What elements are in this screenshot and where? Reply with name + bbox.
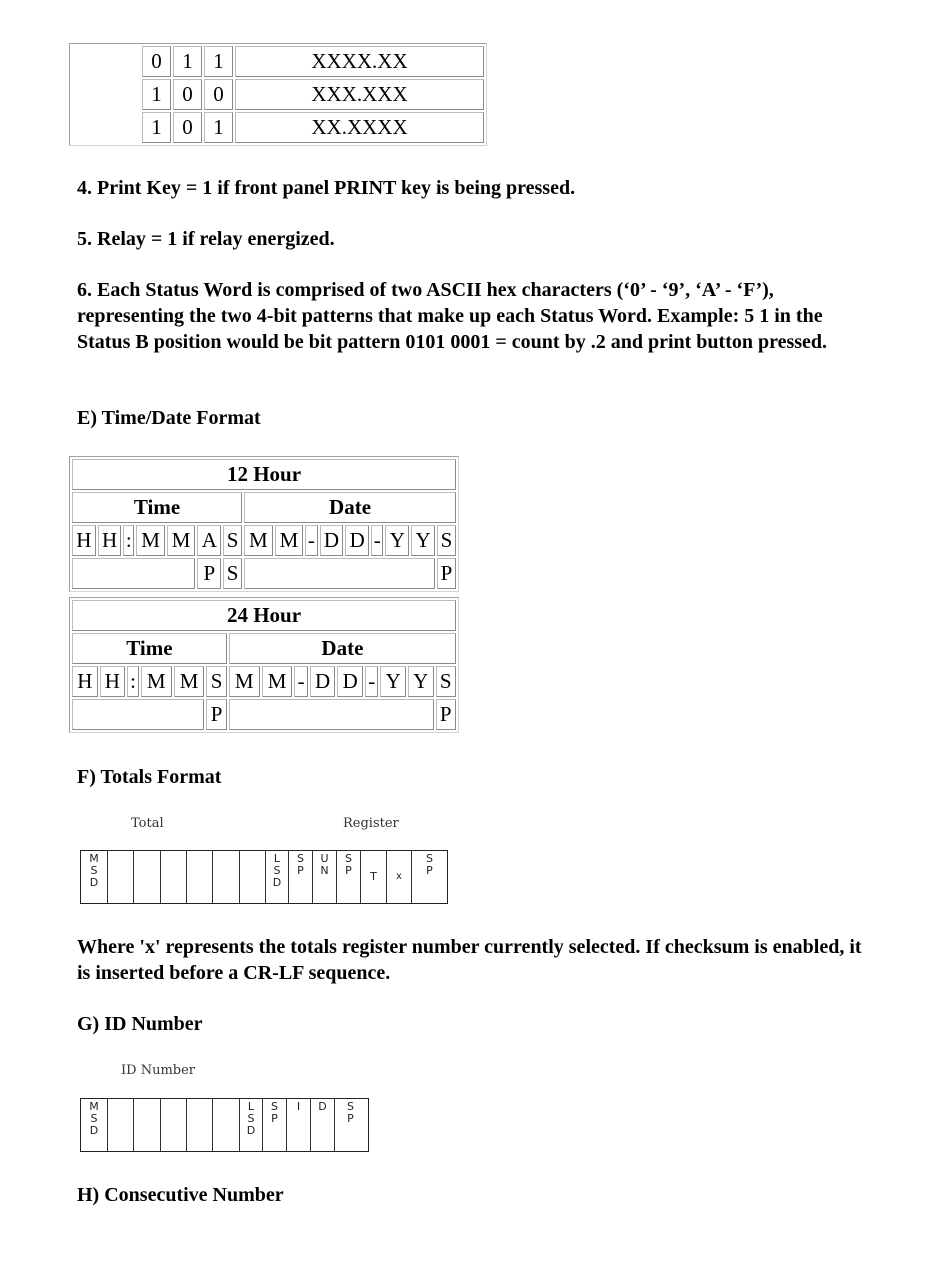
- char-cell: S: [223, 558, 242, 589]
- char-cell: Y: [411, 525, 435, 556]
- section-time-date: E) Time/Date Format: [77, 407, 261, 429]
- empty-cell: [186, 851, 212, 903]
- empty-cell: [160, 1099, 186, 1151]
- char-cell: S: [223, 525, 242, 556]
- char-cell: H: [100, 666, 126, 697]
- section-id-number: G) ID Number: [77, 1013, 203, 1035]
- char-cell: P: [437, 558, 456, 589]
- decimal-format-table: [69, 43, 487, 146]
- date-label: Date: [244, 492, 456, 523]
- section-consecutive-number: H) Consecutive Number: [77, 1184, 284, 1206]
- note-print-key: 4. Print Key = 1 if front panel PRINT key is being pressed.: [77, 177, 576, 199]
- note-totals-register: Where 'x' represents the totals register number currently selected. If checksum is enabled, it is inserted before a CR-LF sequence.: [77, 936, 862, 984]
- empty-cell: [212, 1099, 239, 1151]
- char-cell: -: [305, 525, 317, 556]
- char-cell: A: [197, 525, 221, 556]
- d-cell: [310, 1099, 334, 1151]
- d-char: D: [318, 1100, 327, 1113]
- format-cell: XXX.XXX: [235, 79, 484, 110]
- sp-cell: [262, 1099, 286, 1151]
- char-cell: H: [72, 525, 96, 556]
- char-cell: M: [136, 525, 165, 556]
- i-char: I: [296, 1100, 301, 1113]
- char-cell: M: [229, 666, 260, 697]
- bit-cell: 0: [173, 79, 202, 110]
- char-cell: :: [123, 525, 134, 556]
- bit-cell: 1: [204, 112, 233, 143]
- empty-cell: [239, 851, 265, 903]
- empty-cell: [229, 699, 434, 730]
- char-cell: M: [167, 525, 196, 556]
- msd-char: M: [89, 852, 99, 865]
- char-cell: M: [174, 666, 205, 697]
- format-cell: XXXX.XX: [235, 46, 484, 77]
- char-cell: P: [436, 699, 456, 730]
- char-cell: M: [262, 666, 293, 697]
- time-label: Time: [72, 492, 242, 523]
- sp-char: S: [426, 852, 433, 865]
- char-cell: Y: [408, 666, 434, 697]
- lsd-char: S: [273, 864, 281, 877]
- note-relay: 5. Relay = 1 if relay energized.: [77, 228, 335, 250]
- sp-char: P: [271, 1112, 278, 1125]
- empty-cell: [244, 558, 435, 589]
- sp-char: P: [297, 864, 304, 877]
- section-totals-format: F) Totals Format: [77, 766, 222, 788]
- bit-cell: 0: [204, 79, 233, 110]
- bit-cell: 1: [173, 46, 202, 77]
- un-char: U: [320, 852, 329, 865]
- msd-char: M: [89, 1100, 99, 1113]
- bit-cell: 1: [142, 79, 171, 110]
- msd-char: D: [89, 876, 99, 889]
- caption-register: Register: [343, 816, 399, 831]
- char-cell: H: [72, 666, 98, 697]
- char-cell: S: [436, 666, 456, 697]
- date-label: Date: [229, 633, 456, 664]
- sp-cell: [288, 851, 312, 903]
- msd-cell: [81, 1099, 107, 1151]
- sp-char: P: [347, 1112, 354, 1125]
- char-cell: Y: [385, 525, 409, 556]
- lsd-cell: [265, 851, 288, 903]
- format-cell: XX.XXXX: [235, 112, 484, 143]
- bit-cell: 1: [204, 46, 233, 77]
- char-cell: -: [294, 666, 307, 697]
- char-cell: P: [206, 699, 226, 730]
- bit-cell: 0: [142, 46, 171, 77]
- empty-cell: [72, 699, 204, 730]
- sp-char: P: [426, 864, 433, 877]
- twelve-hour-title: 12 Hour: [72, 459, 456, 490]
- twenty-four-hour-title: 24 Hour: [72, 600, 456, 631]
- empty-cell: [107, 851, 133, 903]
- empty-cell: [107, 1099, 133, 1151]
- sp-cell: [336, 851, 360, 903]
- msd-char: D: [89, 1124, 99, 1137]
- x-cell: [386, 851, 411, 903]
- time-date-table-24: [69, 597, 459, 733]
- char-cell: Y: [380, 666, 406, 697]
- char-cell: D: [345, 525, 369, 556]
- sp-char: P: [345, 864, 352, 877]
- char-cell: S: [437, 525, 456, 556]
- char-cell: :: [127, 666, 139, 697]
- char-cell: -: [365, 666, 378, 697]
- char-cell: D: [337, 666, 363, 697]
- caption-id-number: ID Number: [121, 1063, 195, 1078]
- empty-cell: [133, 1099, 160, 1151]
- caption-total: Total: [131, 816, 164, 831]
- id-number-strip: [80, 1098, 369, 1152]
- lsd-char: S: [247, 1112, 255, 1125]
- un-cell: [312, 851, 336, 903]
- char-cell: H: [98, 525, 122, 556]
- empty-cell: [186, 1099, 212, 1151]
- msd-char: S: [90, 864, 98, 877]
- sp-char: S: [345, 852, 352, 865]
- blank-cell: [72, 46, 140, 143]
- char-cell: S: [206, 666, 226, 697]
- lsd-char: L: [247, 1100, 255, 1113]
- sp-cell: [334, 1099, 366, 1151]
- sp-char: S: [271, 1100, 278, 1113]
- char-cell: M: [275, 525, 304, 556]
- empty-cell: [133, 851, 160, 903]
- lsd-cell: [239, 1099, 262, 1151]
- msd-cell: [81, 851, 107, 903]
- time-label: Time: [72, 633, 227, 664]
- note-status-word: 6. Each Status Word is comprised of two ASCII hex characters (‘0’ - ‘9’, ‘A’ - ‘F’), representing the two 4-bit patterns that make up each Status Word. Example: 5 1 in the Status B position would be bit pattern 0101 0001 = count by .2 and print button pressed.: [77, 279, 828, 353]
- un-char: N: [320, 864, 329, 877]
- sp-char: S: [347, 1100, 354, 1113]
- i-cell: [286, 1099, 310, 1151]
- empty-cell: [212, 851, 239, 903]
- empty-cell: [160, 851, 186, 903]
- time-date-table: [69, 456, 459, 592]
- sp-cell: [411, 851, 447, 903]
- t-char: T: [370, 870, 377, 883]
- empty-cell: [72, 558, 195, 589]
- char-cell: P: [197, 558, 221, 589]
- bit-cell: 0: [173, 112, 202, 143]
- totals-format-strip: [80, 850, 448, 904]
- bit-cell: 1: [142, 112, 171, 143]
- char-cell: M: [141, 666, 172, 697]
- lsd-char: L: [273, 852, 281, 865]
- t-cell: [360, 851, 386, 903]
- sp-char: S: [297, 852, 304, 865]
- char-cell: M: [244, 525, 273, 556]
- lsd-char: D: [272, 876, 282, 889]
- lsd-char: D: [246, 1124, 256, 1137]
- char-cell: D: [320, 525, 344, 556]
- char-cell: D: [310, 666, 336, 697]
- x-char: x: [396, 871, 402, 882]
- msd-char: S: [90, 1112, 98, 1125]
- char-cell: -: [371, 525, 383, 556]
